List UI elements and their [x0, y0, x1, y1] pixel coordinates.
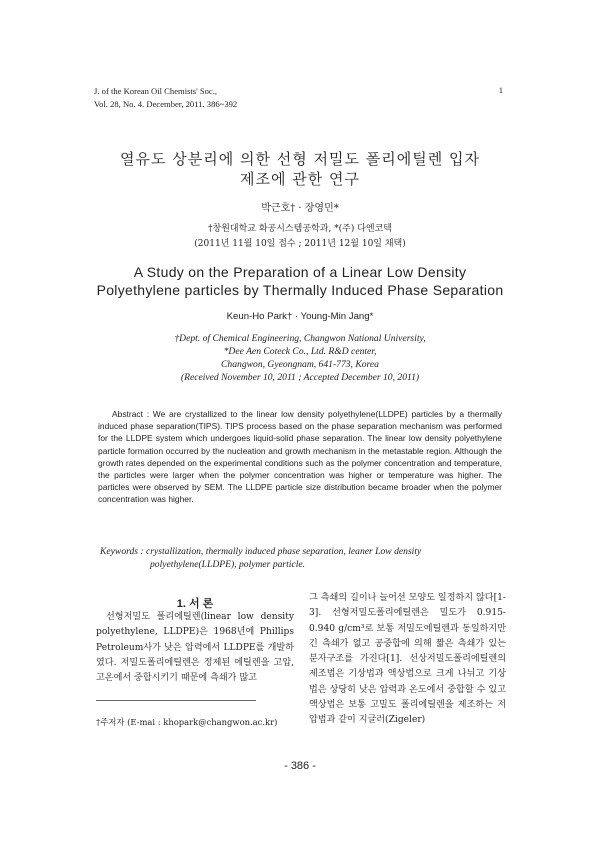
footnote: †주저자 (E-mai : khopark@changwon.ac.kr) [96, 717, 278, 727]
korean-title-line-2: 제조에 관한 연구 [240, 170, 360, 188]
english-title-line-2: Polyethylene particles by Thermally Induced Phase Separation [96, 282, 504, 298]
keywords-line-1: Keywords : crystallization, thermally induced phase separation, leaner Low density [100, 546, 422, 557]
keywords-line-2: polyethylene(LLDPE), polymer particle. [150, 559, 306, 570]
korean-received-dates: (2011년 11월 10일 접수 ; 2011년 12월 10일 채택) [194, 239, 406, 249]
korean-authors: 박근호† · 장영민* [261, 203, 339, 214]
body-column-2: 그 측쇄의 길이나 늘어선 모양도 일정하지 않다[1-3]. 선형저밀도폴리에틸렌은 밀도가 0.915-0.940 g/cm³로 보통 저밀도에틸렌과 동일하지만 긴 측쇄가 없고 공중합에 의해 짧은 측쇄가 있는 분자구조를 가진다[1]. 선상저밀도폴리에틸렌의 제조법은 기상법과 액상법으로 크게 나뉘고 기상법은 상당히 낮은 압력과 온도에서 중합할 수 있고 액상법은 보통 고밀도 폴리에틸렌을 제조하는 저압법과 같이 지글러(Zigeler) [309, 593, 506, 726]
abstract: Abstract : We are crystallized to the linear low density polyethylene(LLDPE) particles by a thermally induced phase separation(TIPS). TIPS process based on the phase separation mechanism was performed for the LLDPE system which undergoes liquid-solid phase separation. The linear low density polyethylene particle formation occurred by the nucleation and growth mechanism in the metastable region. Although the growth rates depended on the experimental conditions such as the polymer concentration and temperature, the particles were larger when the polymer concentration was higher or temperature was higher. The particles were observed by SEM. The LLDPE particle size distribution became broader when the polymer concentration was higher. [98, 409, 502, 505]
english-authors: Keun-Ho Park† · Young-Min Jang* [226, 311, 374, 322]
korean-title-line-1: 열유도 상분리에 의한 선형 저밀도 폴리에틸렌 입자 [120, 150, 480, 168]
english-affiliation-line-2: *Dee Aen Coteck Co., Ltd. R&D center, [223, 346, 377, 357]
journal-line-2: Vol. 28, No. 4. December, 2011. 386~392 [94, 99, 238, 109]
english-affiliation-line-1: †Dept. of Chemical Engineering, Changwon National University, [174, 333, 426, 344]
section-heading: 1. 서 론 [176, 598, 214, 610]
header-page-number: 1 [498, 85, 503, 95]
journal-line-1: J. of the Korean Oil Chemists' Soc., [94, 86, 218, 96]
body-column-1: 선형저밀도 폴리에틸렌(linear low density polyethylene, LLDPE)은 1968년에 Phillips Petroleum사가 낮은 압력에서 LLDPE를 개발하였다. 저밀도폴리에틸렌은 정제된 에틸렌을 고압, 고온에서 중합시키기 때문에 측쇄가 많고 [96, 612, 294, 684]
keywords [100, 545, 421, 571]
footnote-divider [96, 700, 256, 701]
english-affiliation-line-3: Changwon, Gyeongnam, 641-773, Korea [221, 359, 379, 370]
korean-affiliation-line-1: †창원대학교 화공시스템공학과, *(주) 다엔코텍 [208, 224, 392, 234]
journal-header [94, 85, 237, 111]
page-footer: - 386 - [284, 760, 316, 772]
english-title-line-1: A Study on the Preparation of a Linear Low Density [133, 264, 467, 280]
english-received-dates: (Received November 10, 2011 ; Accepted December 10, 2011) [180, 372, 420, 383]
